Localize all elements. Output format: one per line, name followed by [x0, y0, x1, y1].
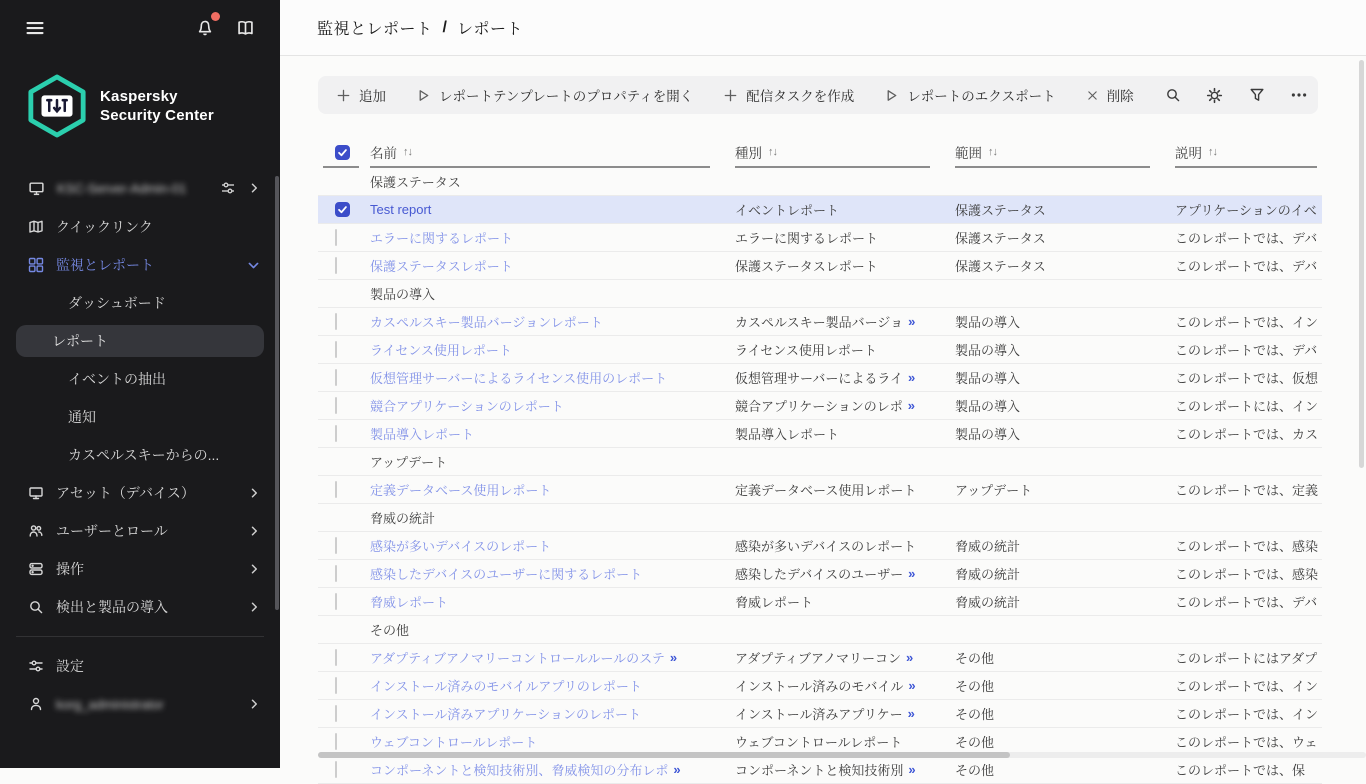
table-row[interactable]: [318, 308, 1322, 336]
sidebar: [0, 0, 280, 768]
breadcrumb-separator: /: [442, 18, 447, 36]
report-scope: 製品の導入: [955, 315, 1021, 330]
table-row[interactable]: [318, 364, 1322, 392]
sidebar-item-label: 通知: [68, 409, 96, 425]
report-name-link[interactable]: コンポーネントと検知技術別、脅威検知の分布レポ: [370, 763, 669, 778]
help-book-icon[interactable]: [232, 15, 258, 41]
report-description: このレポートでは、感染: [1175, 567, 1319, 582]
table-row[interactable]: [318, 196, 1322, 224]
row-checkbox[interactable]: [335, 229, 337, 246]
table-row[interactable]: [318, 644, 1322, 672]
toolbar-button[interactable]: [416, 85, 693, 105]
report-description: このレポートにはアダプ: [1175, 651, 1318, 666]
report-description: このレポートでは、イン: [1175, 679, 1319, 694]
report-description: このレポートでは、感染: [1175, 539, 1319, 554]
row-checkbox[interactable]: [335, 593, 337, 610]
group-label: その他: [370, 623, 410, 638]
column-header-name[interactable]: [370, 136, 735, 168]
row-checkbox[interactable]: [335, 705, 337, 722]
sort-icon: ↑↓: [988, 146, 997, 158]
grid-icon: [28, 257, 44, 273]
sidebar-item-item5[interactable]: [0, 398, 280, 436]
report-type: コンポーネントと検知技術別: [735, 763, 904, 778]
column-header-scope[interactable]: [955, 136, 1175, 168]
breadcrumb: [280, 0, 1366, 56]
report-description: このレポートでは、カス: [1175, 427, 1319, 442]
brand-line2: Security Center: [100, 107, 214, 124]
breadcrumb-current: レポート: [456, 21, 523, 38]
report-type: インストール済みアプリケー: [735, 707, 903, 722]
more-icon[interactable]: [1290, 86, 1308, 104]
expand-more-link[interactable]: »: [907, 706, 914, 721]
sidebar-item-item6[interactable]: [0, 436, 280, 474]
row-checkbox[interactable]: [335, 313, 337, 330]
row-checkbox[interactable]: [335, 341, 337, 358]
report-type: インストール済みのモバイル: [735, 679, 904, 694]
play-icon: [416, 88, 431, 103]
chevron-right-icon[interactable]: [248, 182, 260, 194]
sort-icon: ↑↓: [1208, 146, 1217, 158]
stack-icon: [28, 561, 44, 577]
users-icon: [28, 523, 44, 539]
toolbar-button-label: 削除: [1106, 89, 1134, 104]
sidebar-item-label: ダッシュボード: [68, 295, 166, 311]
report-name-link[interactable]: 感染したデバイスのユーザーに関するレポート: [370, 567, 643, 582]
group-label: 製品の導入: [370, 287, 436, 302]
report-description: このレポートでは、デバ: [1175, 231, 1318, 246]
report-scope: 製品の導入: [955, 343, 1021, 358]
report-name-link[interactable]: ウェブコントロールレポート: [370, 735, 538, 750]
expand-more-link[interactable]: »: [908, 762, 915, 777]
table-row[interactable]: [318, 224, 1322, 252]
expand-more-link[interactable]: »: [907, 398, 914, 413]
expand-more-link[interactable]: »: [907, 370, 915, 385]
sidebar-item-item3[interactable]: [16, 325, 264, 357]
row-checkbox[interactable]: [335, 649, 337, 666]
report-description: このレポートには、イン: [1175, 399, 1319, 414]
sidebar-divider: [16, 636, 264, 637]
report-type: エラーに関するレポート: [735, 231, 879, 246]
row-checkbox[interactable]: [335, 257, 337, 274]
report-description: このレポートでは、保: [1175, 763, 1306, 778]
toolbar-button-label: レポートのエクスポート: [907, 89, 1056, 104]
vertical-scrollbar-thumb[interactable]: [1359, 60, 1364, 468]
column-header-type[interactable]: [735, 136, 955, 168]
chevron-right-icon: [248, 698, 260, 710]
group-row: [318, 616, 1322, 644]
user-name-masked: korg_administrator: [56, 696, 164, 712]
sidebar-item-item9[interactable]: [0, 550, 280, 588]
report-scope: 脅威の統計: [955, 567, 1021, 582]
report-name-link[interactable]: 仮想管理サーバーによるライセンス使用のレポート: [370, 371, 668, 386]
server-icon: [28, 180, 45, 197]
report-type: 定義データベース使用レポート: [735, 483, 917, 498]
sidebar-item-label: 検出と製品の導入: [56, 599, 168, 615]
group-row: [318, 168, 1322, 196]
kaspersky-hexagon-logo-icon: [26, 74, 88, 138]
sidebar-item-item12[interactable]: [0, 647, 280, 685]
report-description: このレポートでは、イン: [1175, 707, 1319, 722]
report-name-link[interactable]: エラーに関するレポート: [370, 231, 514, 246]
search-icon[interactable]: [1164, 86, 1182, 104]
report-type: ライセンス使用レポート: [735, 343, 877, 358]
add-button[interactable]: [336, 85, 386, 105]
table-row[interactable]: [318, 560, 1322, 588]
column-label: 種別: [735, 146, 762, 161]
row-checkbox[interactable]: [335, 425, 337, 442]
sidebar-item-label: カスペルスキーからの...: [68, 447, 220, 463]
report-type: 製品導入レポート: [735, 427, 840, 442]
report-name-link[interactable]: インストール済みアプリケーションのレポート: [370, 707, 642, 722]
sidebar-item-user[interactable]: [0, 685, 280, 723]
report-type: イベントレポート: [735, 203, 840, 218]
server-settings-sliders-icon[interactable]: [220, 180, 236, 196]
expand-more-link[interactable]: »: [908, 678, 915, 693]
report-name-link[interactable]: 製品導入レポート: [370, 427, 475, 442]
horizontal-scrollbar[interactable]: [318, 752, 1366, 758]
sort-icon: ↑↓: [768, 146, 777, 158]
report-scope: 保護ステータス: [955, 259, 1046, 274]
group-label: 脅威の統計: [370, 511, 436, 526]
report-type: 保護ステータスレポート: [735, 259, 878, 274]
group-label: アップデート: [370, 455, 448, 470]
report-scope: 製品の導入: [955, 371, 1021, 386]
report-description: このレポートでは、デバ: [1175, 343, 1318, 358]
sidebar-item-label: 操作: [56, 561, 84, 577]
report-scope: 脅威の統計: [955, 539, 1021, 554]
table-row[interactable]: [318, 420, 1322, 448]
toolbar-button-label: レポートテンプレートのプロパティを開く: [439, 89, 694, 104]
sidebar-item-item4[interactable]: [0, 360, 280, 398]
sidebar-scrollbar[interactable]: [275, 176, 279, 610]
app-logo: [26, 74, 280, 138]
column-label: 説明: [1175, 146, 1202, 161]
toolbar-button[interactable]: [884, 85, 1055, 105]
toolbar-button-label: 追加: [359, 89, 386, 104]
report-type: 脅威レポート: [735, 595, 814, 610]
column-header-desc[interactable]: [1175, 136, 1322, 168]
report-scope: 製品の導入: [955, 399, 1021, 414]
toolbar-button-label: 配信タスクを作成: [746, 89, 855, 104]
report-description: このレポートでは、仮想: [1175, 371, 1319, 386]
delete-button[interactable]: [1086, 85, 1134, 105]
report-description: このレポートでは、イン: [1175, 315, 1319, 330]
group-row: [318, 448, 1322, 476]
toolbar-button[interactable]: [723, 85, 854, 105]
table-row[interactable]: [318, 476, 1322, 504]
report-scope: アップデート: [955, 483, 1033, 498]
report-scope: その他: [955, 679, 995, 694]
report-description: アプリケーションのイベ: [1175, 203, 1317, 218]
group-label: 保護ステータス: [370, 175, 461, 190]
report-type: 感染したデバイスのユーザー: [735, 567, 904, 582]
column-label: 名前: [370, 146, 397, 161]
report-type: カスペルスキー製品バージョ: [735, 315, 904, 330]
report-scope: 保護ステータス: [955, 231, 1046, 246]
report-scope: その他: [955, 651, 995, 666]
gear-icon[interactable]: [1206, 86, 1224, 104]
expand-more-link[interactable]: »: [908, 566, 915, 581]
row-checkbox[interactable]: [335, 565, 337, 582]
report-type: 競合アプリケーションのレポ: [735, 399, 903, 414]
sort-icon: ↑↓: [403, 146, 412, 158]
expand-more-link[interactable]: »: [906, 650, 913, 665]
sidebar-item-item0[interactable]: [0, 208, 280, 246]
table-row[interactable]: [318, 756, 1322, 784]
expand-more-link[interactable]: »: [669, 650, 677, 665]
map-icon: [28, 219, 44, 235]
report-type: 仮想管理サーバーによるライ: [735, 371, 903, 386]
chevron-right-icon: [248, 601, 260, 613]
sidebar-topbar: [0, 0, 280, 56]
table-row[interactable]: [318, 588, 1322, 616]
x-icon: [1086, 89, 1099, 102]
chevron-right-icon: [248, 525, 260, 537]
report-type: アダプティブアノマリーコン: [735, 651, 902, 666]
table-row[interactable]: [318, 700, 1322, 728]
sidebar-item-item2[interactable]: [0, 284, 280, 322]
plus-icon: [723, 88, 738, 103]
expand-more-link[interactable]: »: [673, 762, 680, 777]
row-checkbox[interactable]: [335, 202, 350, 217]
report-name-link[interactable]: ライセンス使用レポート: [370, 343, 512, 358]
sidebar-item-label: 設定: [56, 658, 84, 674]
report-description: このレポートでは、デバ: [1175, 259, 1318, 274]
sidebar-item-label: レポート: [52, 333, 108, 349]
person-icon: [28, 696, 44, 712]
monitor-icon: [28, 485, 44, 501]
table-row[interactable]: [318, 672, 1322, 700]
report-name-link[interactable]: 定義データベース使用レポート: [370, 483, 552, 498]
play-icon: [884, 88, 899, 103]
report-description: このレポートでは、デバ: [1175, 595, 1318, 610]
plus-icon: [336, 88, 351, 103]
sidebar-item-item8[interactable]: [0, 512, 280, 550]
sidebar-item-label: クイックリンク: [56, 219, 153, 235]
sidebar-item-label: イベントの抽出: [68, 371, 166, 387]
row-checkbox[interactable]: [335, 677, 337, 694]
report-description: このレポートでは、ウェ: [1175, 735, 1318, 750]
report-name-link[interactable]: Test report: [370, 202, 432, 217]
filter-icon[interactable]: [1248, 86, 1266, 104]
sliders-icon: [28, 658, 44, 674]
sidebar-item-label: ユーザーとロール: [56, 523, 168, 539]
horizontal-scrollbar-thumb[interactable]: [318, 752, 1010, 758]
search-icon: [28, 599, 44, 615]
report-name-link[interactable]: 感染が多いデバイスのレポート: [370, 539, 552, 554]
report-description: このレポートでは、定義: [1175, 483, 1319, 498]
row-checkbox[interactable]: [335, 537, 337, 554]
group-row: [318, 280, 1322, 308]
reports-table: [318, 136, 1322, 784]
report-scope: その他: [955, 735, 995, 750]
notifications-bell-icon[interactable]: [192, 15, 218, 41]
column-label: 範囲: [955, 146, 982, 161]
toolbar: [318, 76, 1318, 114]
report-name-link[interactable]: インストール済みのモバイルアプリのレポート: [370, 679, 642, 694]
main-content: [280, 0, 1366, 778]
group-row: [318, 504, 1322, 532]
select-all-checkbox[interactable]: [335, 145, 350, 160]
report-scope: 保護ステータス: [955, 203, 1046, 218]
sidebar-item-item10[interactable]: [0, 588, 280, 626]
sidebar-item-server[interactable]: [0, 168, 280, 208]
server-name-masked: KSC-Server-Admin-01: [57, 180, 187, 196]
chevron-right-icon: [248, 563, 260, 575]
report-name-link[interactable]: 脅威レポート: [370, 595, 449, 610]
row-checkbox[interactable]: [335, 481, 337, 498]
report-name-link[interactable]: 競合アプリケーションのレポート: [370, 399, 564, 414]
report-scope: その他: [955, 763, 995, 778]
chevron-right-icon: [248, 487, 260, 499]
sidebar-item-label: 監視とレポート: [56, 257, 154, 273]
report-name-link[interactable]: 保護ステータスレポート: [370, 259, 513, 274]
sidebar-item-item7[interactable]: [0, 474, 280, 512]
report-scope: 製品の導入: [955, 427, 1021, 442]
report-type: 感染が多いデバイスのレポート: [735, 539, 917, 554]
row-checkbox[interactable]: [335, 397, 337, 414]
report-scope: その他: [955, 707, 995, 722]
table-row[interactable]: [318, 392, 1322, 420]
report-type: ウェブコントロールレポート: [735, 735, 903, 750]
expand-more-link[interactable]: »: [908, 314, 915, 329]
report-name-link[interactable]: アダプティブアノマリーコントロールルールのステ: [370, 651, 665, 666]
breadcrumb-parent[interactable]: 監視とレポート: [317, 21, 433, 38]
row-checkbox[interactable]: [335, 369, 337, 386]
sidebar-item-label: アセット（デバイス）: [56, 485, 195, 501]
table-row[interactable]: [318, 532, 1322, 560]
table-header-row: [318, 136, 1322, 168]
notification-badge: [211, 12, 220, 21]
sidebar-item-item1[interactable]: [0, 246, 280, 284]
report-scope: 脅威の統計: [955, 595, 1021, 610]
chevron-down-icon: [247, 259, 260, 272]
row-checkbox[interactable]: [335, 761, 337, 778]
table-row[interactable]: [318, 252, 1322, 280]
table-row[interactable]: [318, 336, 1322, 364]
row-checkbox[interactable]: [335, 733, 337, 750]
hamburger-menu-icon[interactable]: [22, 15, 48, 41]
report-name-link[interactable]: カスペルスキー製品バージョンレポート: [370, 315, 603, 330]
brand-line1: Kaspersky: [100, 88, 178, 105]
